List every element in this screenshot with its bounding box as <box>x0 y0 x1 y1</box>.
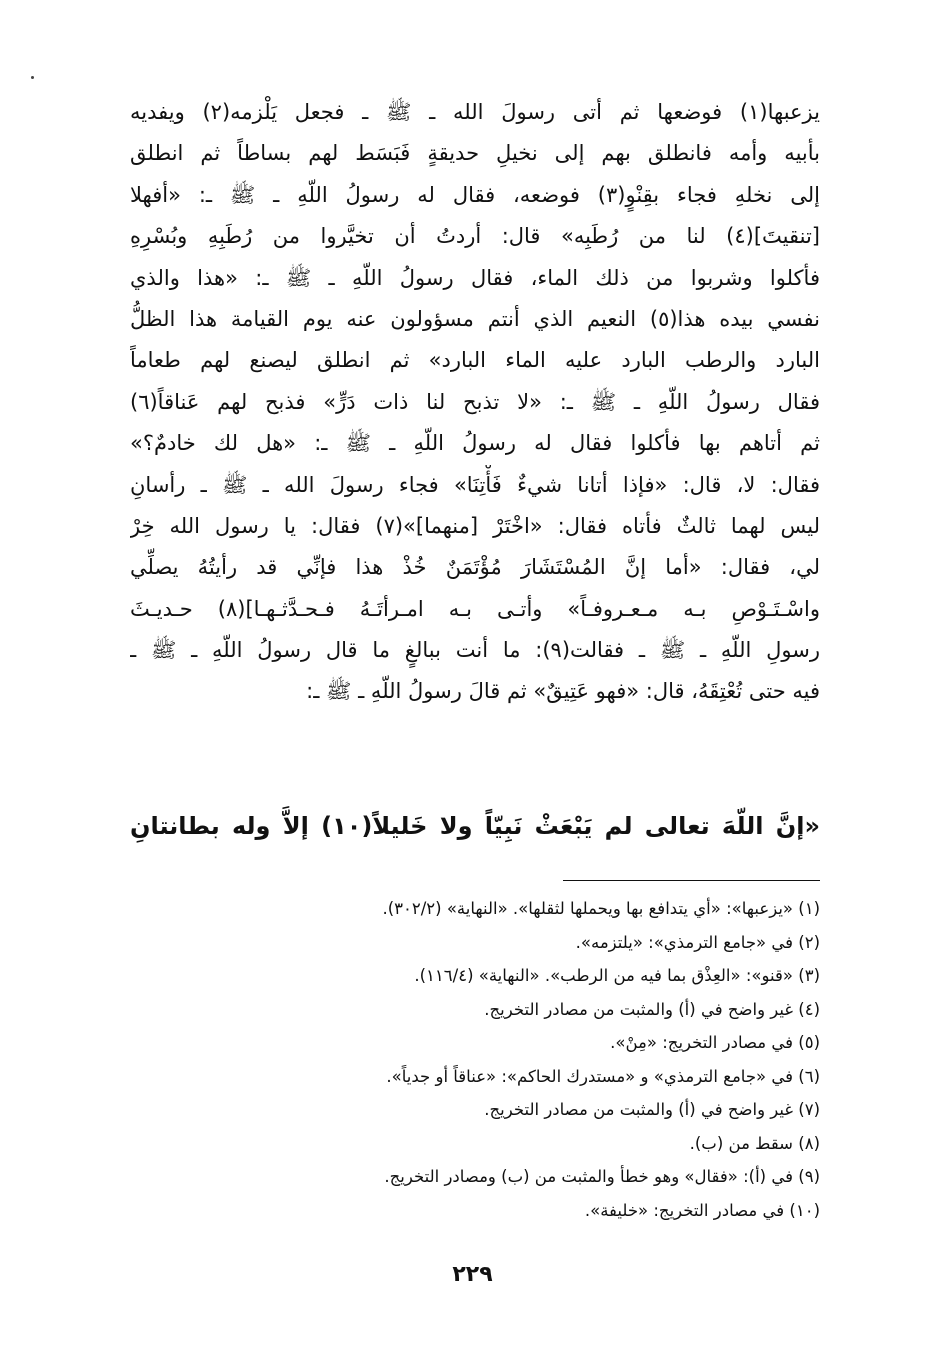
text-line: فقال رسولُ اللّهِ ـ ﷺ ـ: «لا تذبح لنا ذات دَرٍّ» فذبح لهم عَناقاً(٦) <box>130 389 820 414</box>
text-line: ليس لهما ثالثٌ فأتاه فقال: «اخْتَرْ [منهما]»(٧) فقال: يا رسول الله خِرْ <box>130 513 820 538</box>
text-line: نفسي بيده هذا(٥) النعيم الذي أنتم مسؤولون عنه يوم القيامة هذا الظلُّ <box>130 306 820 331</box>
footnote: (٥) في مصادر التخريج: «مِنْ». <box>610 1033 820 1052</box>
footnote: (١٠) في مصادر التخريج: «خليفة». <box>584 1200 820 1220</box>
footnote: (٩) في (أ): «فقال» وهو خطأ والمثبت من (ب) ومصادر التخريج. <box>384 1167 820 1186</box>
text-line: لي، فقال: «أما إنَّ المُسْتَشَارَ مُؤْتَمَنٌ خُذْ هذا فإنِّي قد رأيتُهُ يصلِّي <box>130 555 820 580</box>
main-text <box>130 92 820 713</box>
text-line: يزعبها(١) فوضعها ثم أتى رسولَ الله ـ ﷺ ـ فجعل يَلْزمه(٢) ويفديه <box>130 100 820 124</box>
text-line: ثم أتاهم بها فأكلوا فقال له رسولُ اللّهِ ـ ﷺ ـ: «هل لك خادمٌ؟» <box>130 431 820 456</box>
text-line: إلى نخلهِ فجاء بقِنْوٍ(٣) فوضعه، فقال له رسولُ اللّهِ ـ ﷺ ـ: «أفهلا <box>130 182 820 207</box>
scan-speck <box>31 76 34 79</box>
footnote: (٤) غير واضح في (أ) والمثبت من مصادر التخريج. <box>484 999 820 1019</box>
hadith-quote: «إنَّ اللّهَ تعالى لم يَبْعَثْ نَبِيّاً ولا خَليلاً(١٠) إلاَّ وله بطانتانِ <box>130 812 820 840</box>
text-line: فقال: لا، قال: «فإذا أتانا شيءٌ فَأْتِنَا» فجاء رسولَ الله ـ ﷺ ـ رأسانِ <box>130 472 820 497</box>
footnote: (٣) «قنو»: «العِذْق بما فيه من الرطب». «النهاية» (١١٦/٤). <box>414 966 820 985</box>
text-line: فيه حتى تُعْتِقَهُ، قال: «فهو عَتِيقٌ» ثم قالَ رسولُ اللّهِ ـ ﷺ ـ: <box>306 679 820 704</box>
footnote: (٨) سقط من (ب). <box>689 1133 820 1153</box>
page-number: ٢٢٩ <box>452 1262 493 1287</box>
footnote: (٦) في «جامع الترمذي» و «مستدرك الحاكم»: «عناقاً أو جدياً». <box>386 1066 820 1086</box>
text-line: فأكلوا وشربوا من ذلك الماء، فقال رسولُ اللّهِ ـ ﷺ ـ: «هذا والذي <box>130 265 820 290</box>
text-line: [تنقيتَ](٤) لنا من رُطَبِه» قال: أردتُ أن تخيَّروا من رُطَبِهِ وبُسْرِهِ <box>130 224 820 249</box>
text-line: واسْـتَـوْصِ بـه مـعـروفـاً» وأتـى بـه امـرأتَـهُ فـحـدَّثـهـا](٨) حـديـثَ <box>130 596 820 621</box>
footnote: (٢) في «جامع الترمذي»: «يلتزمه». <box>575 932 820 952</box>
footnotes <box>130 892 820 1227</box>
footnote-divider <box>563 880 820 881</box>
text-line: رسولِ اللّهِ ـ ﷺ ـ فقالت(٩): ما أنت ببالغٍ ما قال رسولُ اللّهِ ـ ﷺ ـ <box>130 638 820 663</box>
text-line: بأبيه وأمه فانطلق بهم إلى نخيلِ حديقةٍ فَبَسَط لهم بساطاً ثم انطلق <box>130 141 820 166</box>
footnote: (٧) غير واضح في (أ) والمثبت من مصادر التخريج. <box>484 1100 820 1119</box>
text-line: البارد والرطب البارد عليه الماء البارد» ثم انطلق ليصنع لهم طعاماً <box>130 348 820 373</box>
footnote: (١) «يزعبها»: «أي يتدافع بها ويحملها لثقلها». «النهاية» (٣٠٢/٢). <box>382 899 820 918</box>
